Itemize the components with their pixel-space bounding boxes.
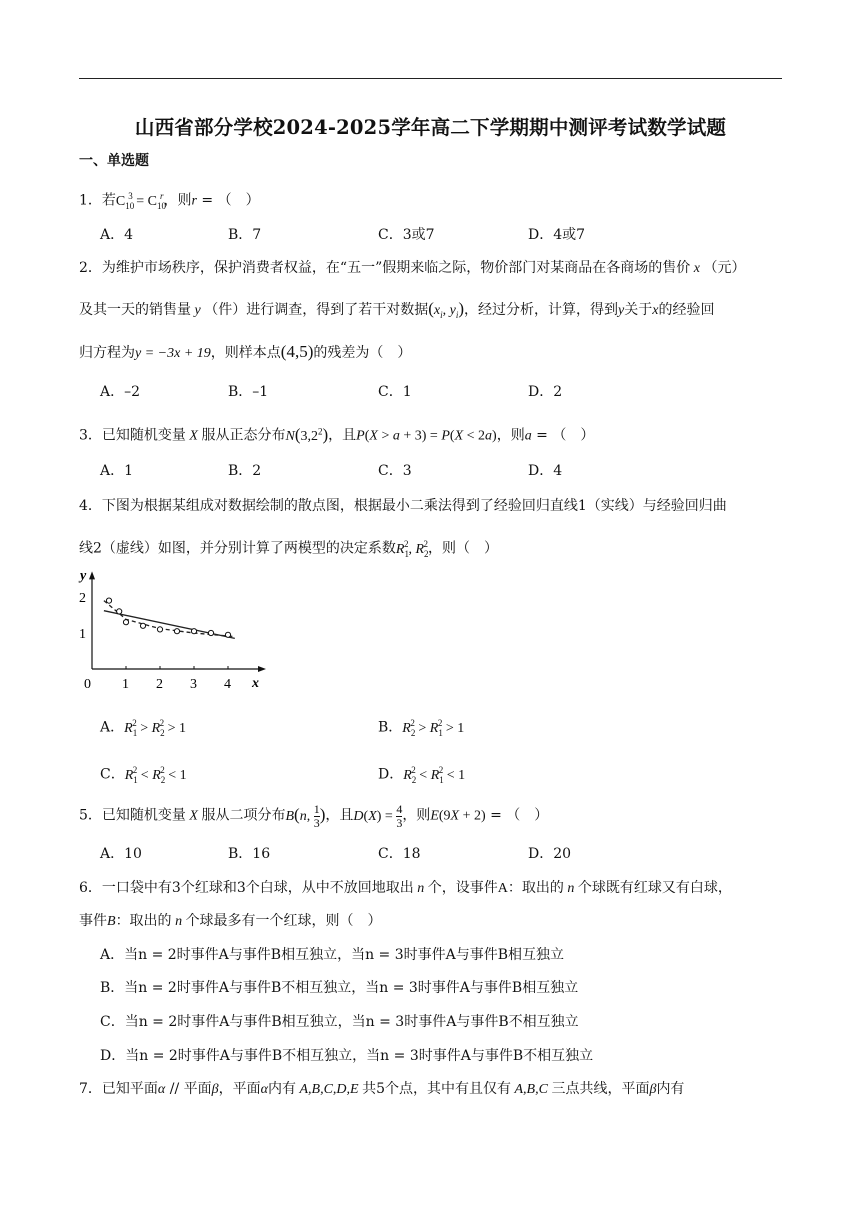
scatter-plot xyxy=(74,570,274,695)
question-2-line-2: 及其一天的销售量 y （件）进行调查，得到了若干对数据($x_i$, $y_i$)，经过分析，计算，得到y关于x的经验回 xyxy=(79,299,715,320)
data-point xyxy=(225,632,230,637)
q4-option-b[interactable]: B．$R_2^2 > R_1^2 > 1$ xyxy=(378,718,465,738)
q1-option-c[interactable]: C．3或7 xyxy=(378,227,435,243)
q5-option-d[interactable]: D．20 xyxy=(528,846,572,862)
data-point xyxy=(106,598,111,603)
x-axis-label: x xyxy=(252,676,259,691)
question-4-line-2: 线2（虚线）如图，并分别计算了两模型的决定系数$R_1^2$, $R_2^2$，则（ ） xyxy=(79,539,499,559)
header-rule xyxy=(79,78,782,79)
x-axis-arrow xyxy=(258,666,266,672)
q2-option-c[interactable]: C．1 xyxy=(378,384,412,400)
data-point xyxy=(123,620,128,625)
regression-equation: y = −3x + 19 xyxy=(135,346,211,361)
data-point xyxy=(117,609,122,614)
question-2-line-1: 2．为维护市场秩序，保护消费者权益，在“五一”假期来临之际，物价部门对某商品在各商场的售价 x （元） xyxy=(79,260,746,276)
x-tick-label: 4 xyxy=(224,677,231,692)
q5-option-b[interactable]: B．16 xyxy=(228,846,271,862)
q3-option-a[interactable]: A．1 xyxy=(100,463,134,479)
data-point xyxy=(208,630,213,635)
q1-option-a[interactable]: A．4 xyxy=(100,227,134,243)
question-1: 1．若$C_{10}^3 = C_{10}^r$，则r = （ ） xyxy=(79,191,260,211)
question-7: 7．已知平面α // 平面β，平面α内有 A,B,C,D,E 共5个点，其中有且仅有 A,B,C 三点共线，平面β内有 xyxy=(79,1081,685,1097)
x-tick-label: 0 xyxy=(84,677,91,692)
regression-dashed-line xyxy=(104,601,235,637)
y-tick-label: 1 xyxy=(79,627,86,642)
question-6-line-1: 6．一口袋中有3个红球和3个白球，从中不放回地取出 n 个，设事件A：取出的 n 个球既有红球又有白球， xyxy=(79,880,732,896)
q6-option-c[interactable]: C．当n = 2时事件A与事件B相互独立，当n = 3时事件A与事件B不相互独立 xyxy=(100,1014,579,1030)
y-tick-label: 2 xyxy=(79,591,86,606)
q6-option-b[interactable]: B．当n = 2时事件A与事件B不相互独立，当n = 3时事件A与事件B相互独立 xyxy=(100,980,579,996)
x-tick-label: 2 xyxy=(156,677,163,692)
question-2-line-3: 归方程为y = −3x + 19，则样本点(4,5)的残差为（ ） xyxy=(79,342,412,361)
q2-option-b[interactable]: B．–1 xyxy=(228,384,269,400)
q2-option-d[interactable]: D．2 xyxy=(528,384,563,400)
y-axis-label: y xyxy=(80,570,87,584)
question-4-line-1: 4．下图为根据某组成对数据绘制的散点图，根据最小二乘法得到了经验回归直线1（实线）与经验回归曲 xyxy=(79,498,727,514)
x-tick-label: 1 xyxy=(122,677,129,692)
q5-option-c[interactable]: C．18 xyxy=(378,846,421,862)
data-point xyxy=(157,627,162,632)
q3-option-b[interactable]: B．2 xyxy=(228,463,262,479)
y-axis-arrow xyxy=(89,571,95,579)
q2-option-a[interactable]: A．–2 xyxy=(100,384,141,400)
q4-option-a[interactable]: A．$R_1^2 > R_2^2 > 1$ xyxy=(100,718,187,738)
page-title: 山西省部分学校2024-2025学年高二下学期期中测评考试数学试题 xyxy=(134,116,727,139)
q1-option-d[interactable]: D．4或7 xyxy=(528,227,586,243)
x-tick-label: 3 xyxy=(190,677,197,692)
q4-option-c[interactable]: C．$R_1^2 < R_2^2 < 1$ xyxy=(100,765,187,785)
q1-option-b[interactable]: B．7 xyxy=(228,227,262,243)
q6-option-d[interactable]: D．当n = 2时事件A与事件B不相互独立，当n = 3时事件A与事件B不相互独立 xyxy=(100,1048,594,1064)
q3-option-d[interactable]: D．4 xyxy=(528,463,563,479)
question-3: 3．已知随机变量 X 服从正态分布$N(3,2^2)$，且P(X > a + 3) = P(X < 2a)，则a = （ ） xyxy=(79,424,595,444)
q4-option-d[interactable]: D．$R_2^2 < R_1^2 < 1$ xyxy=(378,765,466,785)
q3-option-c[interactable]: C．3 xyxy=(378,463,412,479)
section-heading: 一、单选题 xyxy=(79,153,149,169)
q6-option-a[interactable]: A．当n = 2时事件A与事件B相互独立，当n = 3时事件A与事件B相互独立 xyxy=(100,947,565,963)
data-point xyxy=(174,629,179,634)
data-point xyxy=(140,623,145,628)
q5-option-a[interactable]: A．10 xyxy=(100,846,142,862)
data-point xyxy=(191,629,196,634)
question-5: 5．已知随机变量 X 服从二项分布B(n, $\frac{1}{3}$ )，且D(X) = $\frac{4}{3}$ ，则E(9X + 2) = （ ） xyxy=(79,802,549,830)
q1-equation: $C_{10}^3 = C_{10}^r$ xyxy=(115,191,166,211)
question-6-line-2: 事件B：取出的 n 个球最多有一个红球，则（ ） xyxy=(79,913,382,929)
